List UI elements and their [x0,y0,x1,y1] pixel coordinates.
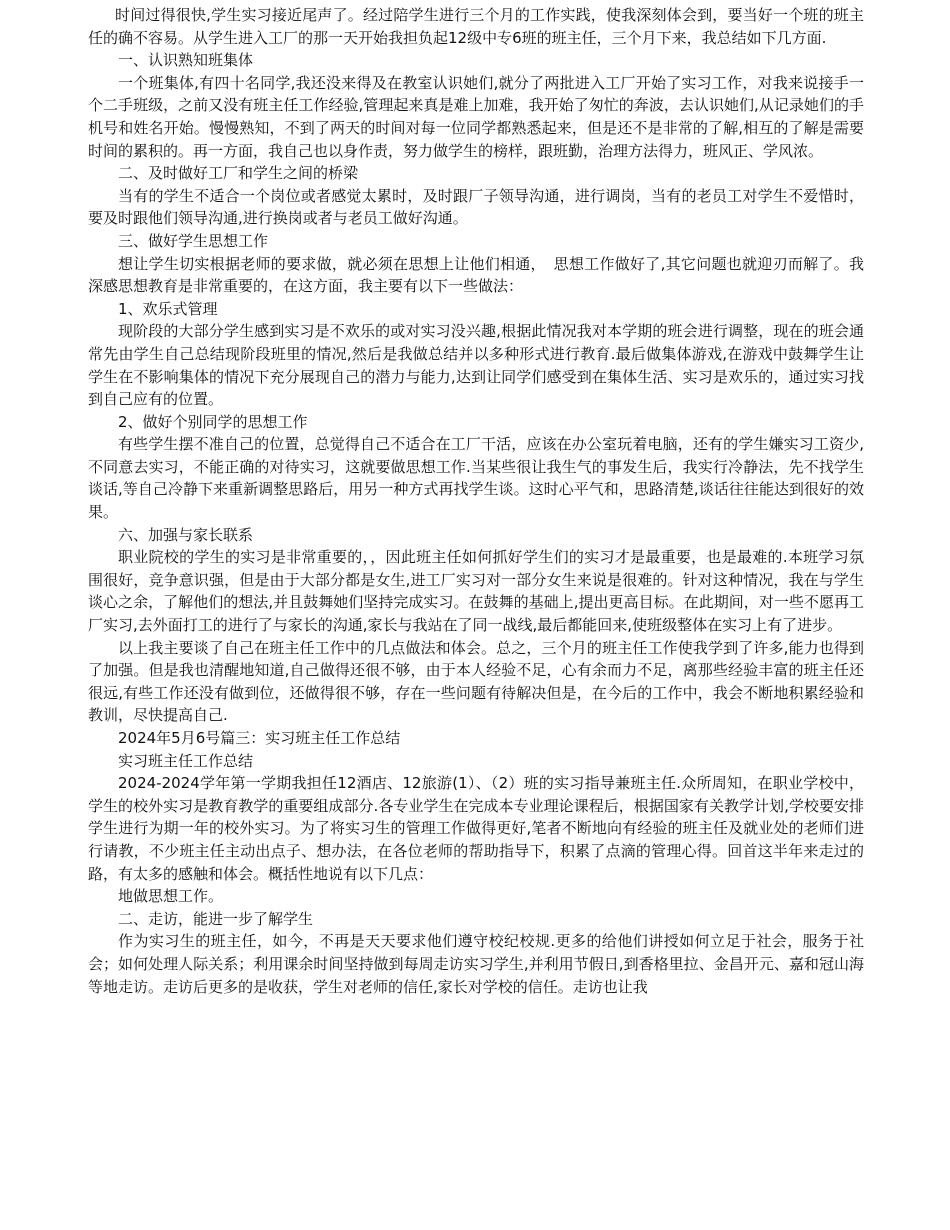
heading-section-3: 三、做好学生思想工作 [118,231,269,250]
paragraph-visit-section: 作为实习生的班主任，如今，不再是天天要求他们遵守校纪校规.更多的给他们讲授如何立足于社会，服务于社会；如何处理人际关系；利用课余时间坚持做到每周走访实习学生,并利用节假日,到香格里拉、金昌开元、嘉和冠山海等地走访。走访后更多的是收获，学生对老师的信任,家长对学校的信任。走访也让我 [88,932,864,996]
heading-section-2: 二、及时做好工厂和学生之间的桥梁 [118,164,359,183]
paragraph-conclusion: 以上我主要谈了自己在班主任工作中的几点做法和体会。总之，三个月的班主任工作使我学到了许多,能力也得到了加强。但是我也清醒地知道,自己做得还很不够，由于本人经验不足，心有余而力不足，离那些经验丰富的班主任还很远,有些工作还没有做到位，还做得很不够，存在一些问题有待解决但是，在今后的工作中，我会不断地积累经验和教训，尽快提高自己. [88,638,864,725]
paragraph-part-intro: 2024-2024学年第一学期我担任12酒店、12旅游(1）、（2）班的实习指导兼班主任.众所周知，在职业学校中，学生的校外实习是教育教学的重要组成部分.各专业学生在完成本专业理论课程后，根据国家有关教学计划,学校要安排学生进行为期一年的校外实习。为了将实习生的管理工作做得更好,笔者不断地向有经验的班主任及就业处的老师们进行请教，不少班主任主动出点子、想办法，在各位老师的帮助指导下，积累了点滴的管理心得。回首这半年来走过的路，有太多的感触和体会。概括性地说有以下几点： [88,774,864,883]
paragraph-section-1: 一个班集体,有四十名同学,我还没来得及在教室认识她们,就分了两批进入工厂开始了实习工作，对我来说接手一个二手班级，之前又没有班主任工作经验,管理起来真是难上加难，我开始了匆忙的奔波，去认识她们,从记录她们的手机号和姓名开始。慢慢熟知，不到了两天的时间对每一位同学都熟悉起来，但是还不是非常的了解,相互的了解是需要时间的累积的。再一方面，我自己也以身作责，努力做学生的榜样，跟班勤，治理方法得力，班风正、学风浓。 [88,73,864,160]
document-page [88,0,864,998]
paragraph-subsection-1: 现阶段的大部分学生感到实习是不欢乐的或对实习没兴趣,根据此情况我对本学期的班会进行调整，现在的班会通常先由学生自己总结现阶段班里的情况,然后是我做总结并以多种形式进行教育.最后做集体游戏,在游戏中鼓舞学生让学生在不影响集体的情况下充分展现自己的潜力与能力,达到让同学们感受到在集体生活、实习是欢乐的，通过实习找到自己应有的位置。 [88,322,864,409]
paragraph-subsection-2: 有些学生摆不准自己的位置，总觉得自己不适合在工厂干活，应该在办公室玩着电脑，还有的学生嫌实习工资少,不同意去实习，不能正确的对待实习，这就要做思想工作.当某些很让我生气的事发生后，我实行冷静法，先不找学生谈话,等自己冷静下来重新调整思路后，用另一种方式再找学生谈。这时心平气和，思路清楚,谈话往往能达到很好的效果。 [88,435,864,522]
heading-section-6: 六、加强与家长联系 [118,525,254,544]
paragraph-section-3: 想让学生切实根据老师的要求做，就必须在思想上让他们相通， 思想工作做好了,其它问题也就迎刃而解了。我深感思想教育是非常重要的，在这方面，我主要有以下一些做法： [88,254,864,296]
date-and-part-title: 2024年5月6号篇三：实习班主任工作总结 [118,729,401,747]
paragraph-section-6: 职业院校的学生的实习是非常重要的，，因此班主任如何抓好学生们的实习才是最重要，也是最难的.本班学习氛围很好，竞争意识强，但是由于大部分都是女生,进工厂实习对一部分女生来说是很难的。针对这种情况，我在与学生谈心之余，了解他们的想法,并且鼓舞她们坚持完成实习。在鼓舞的基础上,提出更高目标。在此期间，对一些不愿再工厂实习,去外面打工的进行了与家长的沟通,家长与我站在了同一战线,最后都能回来,使班级整体在实习上有了进步。 [88,548,864,635]
heading-visit-section: 二、走访，能进一步了解学生 [118,909,314,928]
heading-subsection-1: 1、欢乐式管理 [118,299,218,318]
paragraph-fragment: 地做思想工作。 [118,887,224,906]
heading-subsection-2: 2、做好个别同学的思想工作 [118,412,308,431]
paragraph-intro: 时间过得很快,学生实习接近尾声了。经过陪学生进行三个月的工作实践，使我深刻体会到，要当好一个班的班主任的确不容易。从学生进入工厂的那一天开始我担负起12级中专6班的班主任，三个月下来，我总结如下几方面. [88,6,864,47]
part-title: 实习班主任工作总结 [118,751,254,770]
heading-section-1: 一、认识熟知班集体 [118,51,254,70]
paragraph-section-2: 当有的学生不适合一个岗位或者感觉太累时，及时跟厂子领导沟通，进行调岗，当有的老员工对学生不爱惜时，要及时跟他们领导沟通,进行换岗或者与老员工做好沟通。 [88,186,864,228]
